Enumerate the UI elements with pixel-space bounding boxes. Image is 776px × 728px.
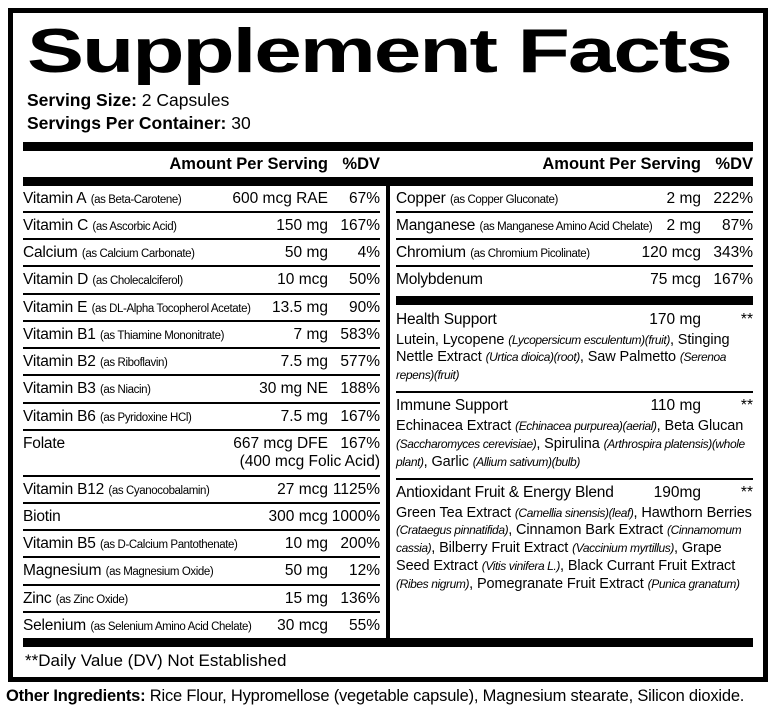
nutrient-name-cell	[396, 217, 663, 235]
nutrient-dv: 136%	[340, 589, 380, 607]
nutrient-form: (as Cyanocobalamin)	[108, 484, 210, 497]
nutrient-name: Vitamin E	[23, 298, 88, 316]
nutrient-name: Molybdenum	[396, 271, 483, 289]
nutrient-name: Biotin	[23, 507, 61, 525]
nutrient-dv: 90%	[348, 298, 380, 316]
blend-amount: 110 mg	[650, 397, 701, 415]
nutrient-form: (as Cholecalciferol)	[92, 275, 183, 288]
nutrient-form: (as Ascorbic Acid)	[92, 220, 177, 233]
nutrient-row	[23, 240, 380, 267]
blend-name: Health Support	[396, 310, 497, 328]
nutrient-amount: 7.5 mg	[280, 407, 328, 425]
blend-name: Antioxidant Fruit & Energy Blend	[396, 483, 614, 501]
nutrient-form: (as Pyridoxine HCl)	[99, 411, 192, 424]
nutrient-amount-secondary: (400 mcg Folic Acid)	[239, 453, 380, 471]
nutrient-name: Chromium	[396, 244, 466, 262]
nutrient-amount: 600 mcg RAE	[232, 189, 328, 207]
nutrient-name: Magnesium	[23, 562, 102, 580]
nutrient-amount: 120 mcg	[641, 244, 701, 262]
nutrient-name-cell	[23, 535, 281, 553]
nutrient-form: (as Manganese Amino Acid Chelate)	[479, 220, 653, 233]
nutrient-name-cell	[23, 435, 229, 453]
nutrient-name-cell	[23, 380, 255, 398]
nutrient-name-cell	[23, 271, 273, 289]
nutrient-name: Vitamin A	[23, 189, 87, 207]
nutrient-form: (as Riboflavin)	[99, 357, 168, 370]
nutrient-name: Vitamin B1	[23, 325, 96, 343]
right-column	[396, 186, 753, 639]
divider-bar-blends	[396, 296, 753, 305]
nutrient-amount: 10 mcg	[277, 271, 328, 289]
nutrient-name: Folate	[23, 435, 65, 453]
nutrient-name-cell	[23, 508, 265, 526]
nutrient-amount: 27 mcg	[277, 480, 328, 498]
nutrient-dv: 222%	[713, 189, 753, 207]
divider-bar-bottom	[23, 638, 753, 647]
divider-bar-top	[23, 142, 753, 151]
nutrient-dv: 188%	[340, 380, 380, 398]
blend-ingredients: Echinacea Extract (Echinacea purpurea)(aerial), Beta Glucan (Saccharomyces cerevisiae), Spirulina (Arthrospira platensis)(whole plant), Garlic (Allium sativum)(bulb)	[396, 418, 745, 470]
nutrient-dv: 1125%	[332, 480, 380, 498]
blend-name: Immune Support	[396, 397, 508, 415]
nutrient-name: Vitamin C	[23, 216, 89, 234]
nutrient-row	[23, 504, 380, 531]
nutrient-row	[396, 186, 753, 213]
nutrient-dv: 50%	[348, 271, 380, 289]
nutrient-form: (as D-Calcium Pantothenate)	[99, 539, 238, 552]
blend-section	[396, 393, 753, 479]
nutrient-form: (as Magnesium Oxide)	[105, 566, 214, 579]
serving-size-line	[27, 89, 753, 112]
nutrient-row	[396, 267, 753, 292]
nutrient-form: (as Selenium Amino Acid Chelate)	[90, 621, 252, 633]
nutrient-form: (as DL-Alpha Tocopherol Acetate)	[91, 302, 251, 315]
left-nutrient-rows	[23, 186, 380, 639]
supplement-facts-panel	[8, 8, 768, 682]
nutrient-amount: 75 mcg	[650, 271, 701, 289]
other-ingredients-label: Other Ingredients:	[6, 687, 146, 706]
other-ingredients-line	[6, 687, 772, 706]
nutrient-dv: 4%	[357, 244, 380, 262]
blend-header	[396, 311, 753, 332]
panel-title: Supplement Facts	[27, 17, 731, 86]
nutrient-name-cell	[396, 244, 638, 262]
vertical-divider	[386, 186, 390, 639]
nutrient-row	[23, 431, 380, 477]
nutrient-amount: 30 mg NE	[259, 380, 328, 398]
nutrient-row	[23, 322, 380, 349]
nutrient-name: Vitamin B6	[23, 407, 96, 425]
nutrient-amount: 2 mg	[666, 216, 701, 234]
nutrient-dv: 167%	[713, 271, 753, 289]
nutrient-row	[23, 295, 380, 322]
nutrient-row	[23, 186, 380, 213]
nutrient-form: (as Chromium Picolinate)	[470, 248, 590, 261]
nutrient-amount: 10 mg	[284, 535, 328, 553]
nutrient-amount: 15 mg	[284, 589, 328, 607]
nutrient-dv: 12%	[348, 562, 380, 580]
amount-per-serving-header-right: Amount Per Serving	[542, 154, 701, 173]
nutrient-amount: 667 mcg DFE	[233, 435, 328, 453]
nutrient-name-cell	[23, 217, 272, 235]
nutrient-amount: 50 mg	[284, 244, 328, 262]
nutrient-row	[23, 404, 380, 431]
nutrient-row	[23, 267, 380, 294]
nutrient-amount: 13.5 mg	[271, 298, 328, 316]
dv-header-right: %DV	[715, 154, 753, 173]
dv-header-left: %DV	[342, 154, 380, 173]
serving-size-label: Serving Size:	[27, 90, 137, 110]
nutrient-form: (as Niacin)	[99, 384, 151, 397]
nutrient-name-cell	[396, 190, 663, 208]
nutrient-row	[23, 586, 380, 613]
other-ingredients-text: Rice Flour, Hypromellose (vegetable capsule), Magnesium stearate, Silicon dioxide.	[145, 687, 745, 706]
nutrient-dv: 577%	[340, 353, 380, 371]
blend-header	[396, 397, 753, 418]
nutrient-dv: 55%	[348, 617, 380, 634]
nutrient-columns	[23, 186, 753, 639]
servings-per-container-line	[27, 112, 753, 135]
nutrient-amount: 50 mg	[284, 562, 328, 580]
amount-per-serving-header-left: Amount Per Serving	[169, 154, 328, 173]
nutrient-name-cell	[23, 408, 277, 426]
daily-value-footnote: **Daily Value (DV) Not Established	[25, 651, 287, 671]
nutrient-row	[23, 613, 380, 638]
nutrient-dv: 167%	[340, 216, 380, 234]
servings-per-container-label: Servings Per Container:	[27, 112, 227, 133]
blend-section	[396, 307, 753, 393]
blend-dv: **	[740, 483, 753, 501]
nutrient-form: (as Zinc Oxide)	[55, 593, 128, 606]
blend-ingredients: Lutein, Lycopene (Lycopersicum esculentum)(fruit), Stinging Nettle Extract (Urtica dioica)(root), Saw Palmetto (Serenoa repens)(fruit)	[396, 331, 730, 383]
blend-sections	[396, 307, 753, 600]
nutrient-dv: 87%	[721, 216, 753, 234]
nutrient-dv: 343%	[713, 244, 753, 262]
column-headers	[23, 151, 753, 177]
nutrient-dv: 583%	[340, 325, 380, 343]
nutrient-name: Selenium	[23, 617, 87, 634]
nutrient-amount: 30 mcg	[277, 617, 328, 634]
nutrient-name: Zinc	[23, 589, 52, 607]
nutrient-row	[396, 213, 753, 240]
nutrient-name-cell	[23, 562, 281, 580]
nutrient-amount: 300 mcg	[268, 507, 328, 525]
nutrient-name: Vitamin B5	[23, 535, 96, 553]
serving-info	[27, 89, 753, 135]
nutrient-name: Vitamin D	[23, 271, 89, 289]
nutrient-name: Calcium	[23, 244, 78, 262]
nutrient-dv: 200%	[340, 535, 380, 553]
blend-amount: 170 mg	[649, 310, 701, 328]
nutrient-row	[23, 376, 380, 403]
nutrient-form: (as Copper Gluconate)	[449, 193, 558, 206]
blend-dv: **	[740, 397, 753, 415]
nutrient-name: Vitamin B3	[23, 380, 96, 398]
blend-amount: 190mg	[653, 483, 701, 501]
nutrient-row	[23, 477, 380, 504]
nutrient-name-cell	[23, 353, 277, 371]
right-nutrient-rows	[396, 186, 753, 293]
nutrient-row	[23, 531, 380, 558]
nutrient-name-cell	[23, 617, 273, 635]
nutrient-name: Vitamin B2	[23, 353, 96, 371]
nutrient-name: Vitamin B12	[23, 480, 105, 498]
nutrient-amount: 7.5 mg	[280, 353, 328, 371]
nutrient-name-cell	[396, 271, 646, 289]
blend-dv: **	[740, 310, 753, 328]
left-column	[23, 186, 380, 639]
nutrient-name-cell	[23, 481, 273, 499]
blend-header	[396, 484, 753, 505]
nutrient-name: Copper	[396, 189, 446, 207]
nutrient-amount: 7 mg	[293, 325, 328, 343]
nutrient-name-cell	[23, 244, 281, 262]
nutrient-form: (as Beta-Carotene)	[90, 193, 182, 206]
serving-size-value: 2 Capsules	[141, 90, 230, 110]
servings-per-container-value: 30	[231, 112, 251, 133]
right-column-header	[396, 155, 753, 174]
nutrient-dv: 67%	[348, 189, 380, 207]
left-column-header	[23, 155, 380, 174]
nutrient-name: Manganese	[396, 216, 476, 234]
nutrient-dv: 167%	[340, 407, 380, 425]
nutrient-dv: 1000%	[331, 507, 380, 525]
nutrient-row	[23, 558, 380, 585]
nutrient-row	[23, 213, 380, 240]
nutrient-form: (as Calcium Carbonate)	[81, 248, 195, 261]
nutrient-form: (as Thiamine Mononitrate)	[99, 329, 224, 342]
nutrient-row	[23, 349, 380, 376]
nutrient-amount: 2 mg	[666, 189, 701, 207]
nutrient-name-cell	[23, 299, 268, 317]
blend-section	[396, 480, 753, 600]
nutrient-name-cell	[23, 190, 228, 208]
nutrient-name-cell	[23, 590, 281, 608]
nutrient-name-cell	[23, 326, 290, 344]
nutrient-row	[396, 240, 753, 267]
nutrient-dv: 167%	[340, 435, 380, 453]
blend-ingredients: Green Tea Extract (Camellia sinensis)(leaf), Hawthorn Berries (Crataegus pinnatifida), Cinnamon Bark Extract (Cinnamomum cassia), Bilberry Fruit Extract (Vaccinium myrtillus), Grape Seed Extract (Vitis vinifera L.), Black Currant Fruit Extract (Ribes nigrum), Pomegranate Fruit Extract (Punica granatum)	[396, 504, 752, 592]
divider-bar-header	[23, 177, 753, 186]
nutrient-amount: 150 mg	[276, 216, 328, 234]
